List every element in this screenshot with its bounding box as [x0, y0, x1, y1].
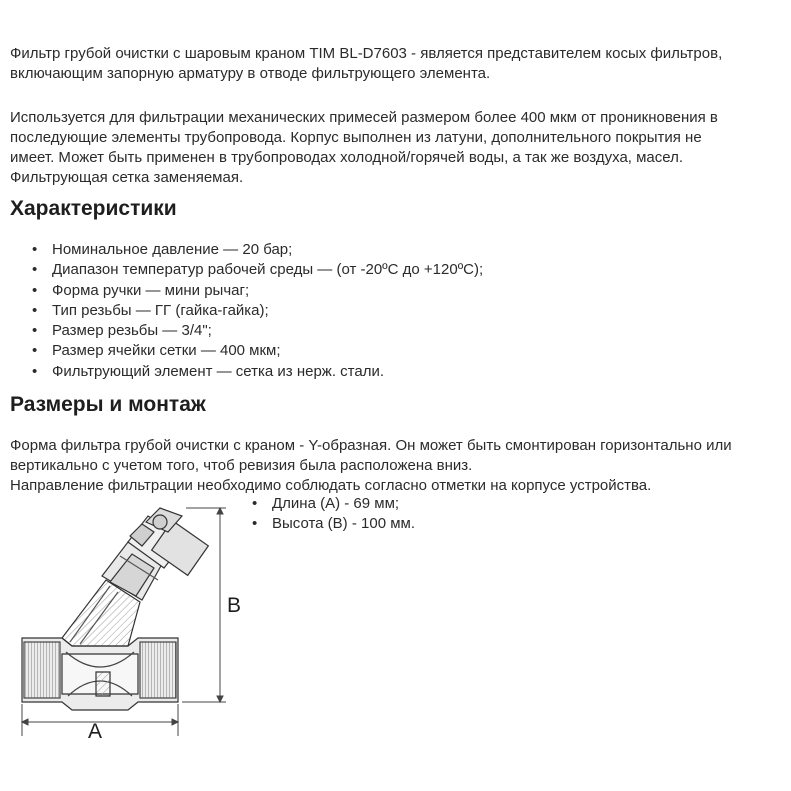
intro-p1-line2: включающим запорную арматуру в отводе фильтрующего элемента.: [10, 65, 491, 82]
specs-item: • Форма ручки — мини рычаг;: [10, 281, 710, 301]
mounting-heading: Размеры и монтаж: [10, 393, 206, 416]
filter-body: [22, 638, 178, 710]
specs-item: • Размер резьбы — 3/4";: [10, 321, 710, 341]
mounting-paragraph: [10, 436, 790, 496]
dimensions-list: [232, 494, 532, 535]
dimension-length: • Длина (А) - 69 мм;: [232, 494, 532, 514]
intro-paragraph-2: [10, 108, 790, 188]
dimension-label-b: B: [227, 594, 242, 617]
specs-item: • Диапазон температур рабочей среды — (от -20ºС до +120ºС);: [10, 260, 710, 280]
specs-list: [10, 240, 710, 382]
specs-heading: Характеристики: [10, 197, 177, 220]
mounting-line1: Форма фильтра грубой очистки с краном - Y-образная. Он может быть смонтирован горизонтально или: [10, 437, 732, 454]
specs-item: • Размер ячейки сетки — 400 мкм;: [10, 341, 710, 361]
mounting-line2: вертикально с учетом того, чтоб ревизия была расположена вниз.: [10, 457, 473, 474]
specs-item: • Фильтрующий элемент — сетка из нерж. стали.: [10, 362, 710, 382]
intro-p2-line1: Используется для фильтрации механических примесей размером более 400 мкм от проникновения в: [10, 109, 718, 126]
dimension-label-a: A: [88, 720, 103, 743]
filter-technical-drawing: [10, 496, 250, 746]
intro-p2-line4: Фильтрующая сетка заменяемая.: [10, 169, 244, 186]
intro-p2-line3: имеет. Может быть применен в трубопроводах холодной/горячей воды, а так же воздуха, масел.: [10, 149, 684, 166]
intro-p1-line1: Фильтр грубой очистки с шаровым краном TIM BL-D7603 - является представителем косых фильтров,: [10, 45, 723, 62]
dimension-height: • Высота (В) - 100 мм.: [232, 514, 532, 534]
intro-p2-line2: последующие элементы трубопровода. Корпус выполнен из латуни, дополнительного покрытия не: [10, 129, 702, 146]
mounting-line3: Направление фильтрации необходимо соблюдать согласно отметки на корпусе устройства.: [10, 477, 652, 494]
specs-item: • Номинальное давление — 20 бар;: [10, 240, 710, 260]
specs-item: • Тип резьбы — ГГ (гайка-гайка);: [10, 301, 710, 321]
filter-branch: [62, 542, 162, 646]
intro-paragraph-1: [10, 44, 790, 84]
